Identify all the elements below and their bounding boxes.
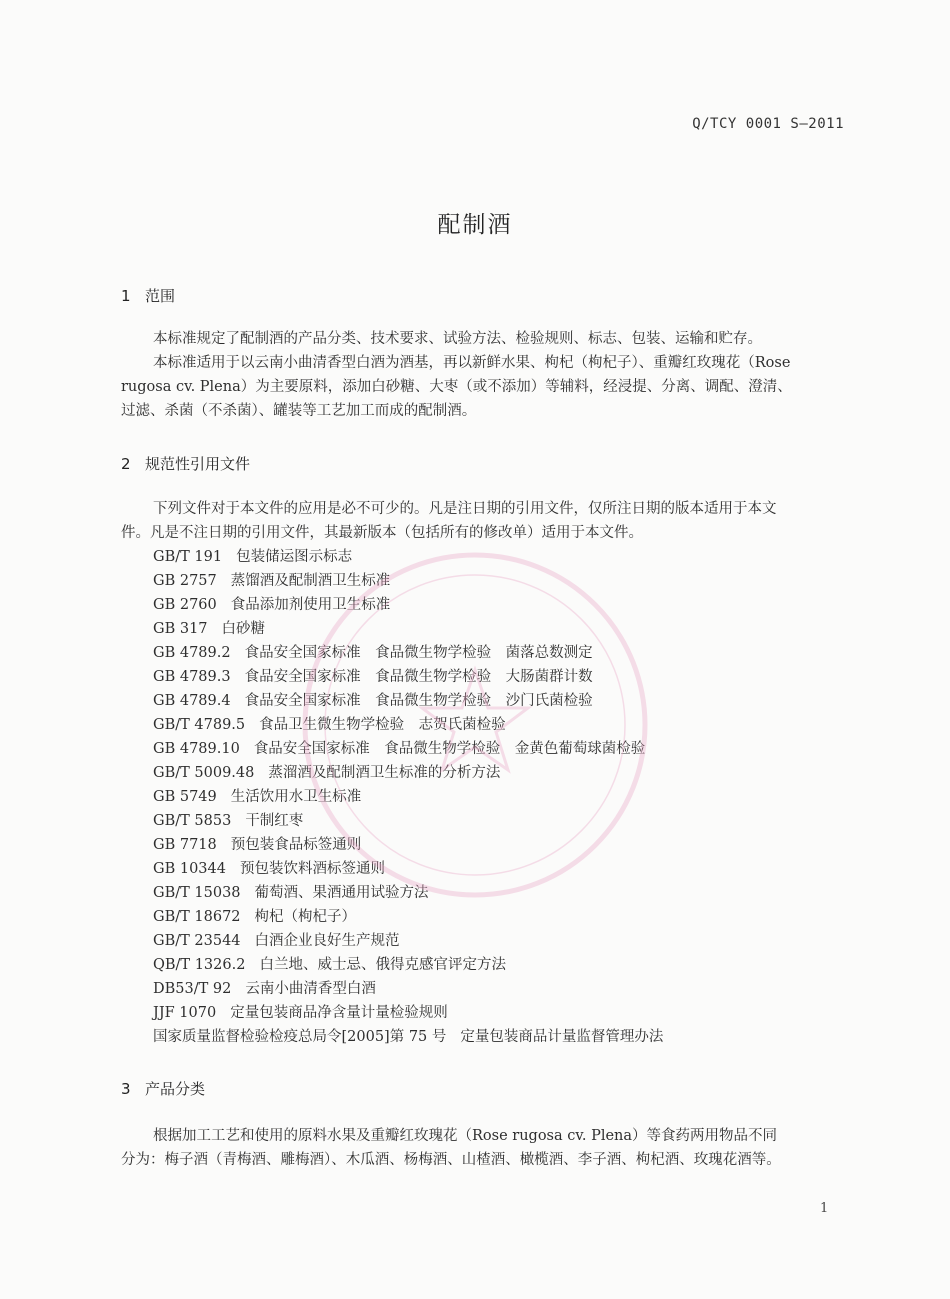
- reference-code: GB/T 5853: [153, 813, 232, 829]
- text-line: 下列文件对于本文件的应用是必不可少的。凡是注日期的引用文件，仅所注日期的版本适用于本文: [153, 501, 777, 517]
- reference-title: 食品安全国家标准 食品微生物学检验 大肠菌群计数: [244, 669, 593, 685]
- reference-item: [153, 809, 853, 833]
- section-number: 1: [121, 287, 131, 305]
- section-1-heading: [121, 285, 175, 306]
- reference-code: QB/T 1326.2: [153, 957, 246, 973]
- reference-item: [153, 1001, 853, 1025]
- section-number: 2: [121, 455, 131, 473]
- reference-item: [153, 905, 853, 929]
- reference-title: 食品添加剂使用卫生标准: [230, 597, 391, 613]
- reference-code: GB 4789.3: [153, 669, 231, 685]
- reference-item: [153, 1025, 853, 1049]
- section-title: 规范性引用文件: [145, 455, 251, 473]
- reference-item: [153, 665, 853, 689]
- section-3-body: [121, 1124, 846, 1172]
- reference-title: 食品安全国家标准 食品微生物学检验 金黄色葡萄球菌检验: [253, 741, 646, 757]
- document-code: Q/TCY 0001 S—2011: [692, 116, 844, 132]
- reference-title: 干制红枣: [245, 813, 304, 829]
- reference-code: GB 5749: [153, 789, 217, 805]
- reference-item: [153, 737, 853, 761]
- reference-title: 定量包装商品计量监督管理办法: [460, 1029, 664, 1045]
- reference-item: [153, 857, 853, 881]
- text-line: 本标准规定了配制酒的产品分类、技术要求、试验方法、检验规则、标志、包装、运输和贮存。: [153, 331, 762, 347]
- reference-code: GB 317: [153, 621, 208, 637]
- text-line: 分为：梅子酒（青梅酒、雕梅酒）、木瓜酒、杨梅酒、山楂酒、橄榄酒、李子酒、枸杞酒、玫瑰花酒等。: [121, 1152, 781, 1168]
- reference-code: GB 4789.10: [153, 741, 240, 757]
- reference-title: 白酒企业良好生产规范: [254, 933, 400, 949]
- reference-title: 包装储运图示标志: [236, 549, 353, 565]
- reference-title: 定量包装商品净含量计量检验规则: [230, 1005, 448, 1021]
- reference-title: 白砂糖: [221, 621, 266, 637]
- reference-item: [153, 833, 853, 857]
- reference-code: DB53/T 92: [153, 981, 232, 997]
- reference-title: 食品卫生微生物学检验 志贺氏菌检验: [259, 717, 506, 733]
- reference-list: [153, 545, 853, 1049]
- reference-item: [153, 545, 853, 569]
- reference-item: [153, 593, 853, 617]
- section-title: 范围: [145, 287, 176, 305]
- reference-item: [153, 617, 853, 641]
- reference-item: [153, 761, 853, 785]
- text-line: rugosa cv. Plena）为主要原料，添加白砂糖、大枣（或不添加）等辅料，经浸提、分离、调配、澄清、: [121, 379, 792, 395]
- text-line: 过滤、杀菌（不杀菌）、罐装等工艺加工而成的配制酒。: [121, 403, 477, 419]
- reference-code: GB 4789.2: [153, 645, 231, 661]
- reference-code: GB 4789.4: [153, 693, 231, 709]
- reference-code: GB/T 191: [153, 549, 223, 565]
- reference-item: [153, 569, 853, 593]
- reference-code: GB/T 23544: [153, 933, 241, 949]
- reference-title: 白兰地、威士忌、俄得克感官评定方法: [259, 957, 506, 973]
- reference-code: GB/T 18672: [153, 909, 241, 925]
- reference-code: GB/T 4789.5: [153, 717, 246, 733]
- text-line: 本标准适用于以云南小曲清香型白酒为酒基，再以新鲜水果、枸杞（枸杞子）、重瓣红玫瑰花（Rose: [153, 355, 791, 371]
- reference-item: [153, 641, 853, 665]
- reference-item: [153, 977, 853, 1001]
- reference-title: 食品安全国家标准 食品微生物学检验 沙门氏菌检验: [244, 693, 593, 709]
- reference-title: 生活饮用水卫生标准: [230, 789, 362, 805]
- reference-code: GB/T 15038: [153, 885, 241, 901]
- section-2-heading: [121, 453, 250, 474]
- reference-title: 葡萄酒、果酒通用试验方法: [254, 885, 429, 901]
- reference-item: [153, 785, 853, 809]
- reference-title: 预包装食品标签通则: [230, 837, 362, 853]
- text-line: 根据加工工艺和使用的原料水果及重瓣红玫瑰花（Rose rugosa cv. Plena）等食药两用物品不同: [153, 1128, 778, 1144]
- reference-title: 食品安全国家标准 食品微生物学检验 菌落总数测定: [244, 645, 593, 661]
- section-title: 产品分类: [145, 1080, 206, 1098]
- section-2-body: [121, 497, 846, 545]
- section-3-heading: [121, 1078, 205, 1099]
- reference-title: 枸杞（枸杞子）: [254, 909, 357, 925]
- document-title: 配制酒: [437, 212, 513, 238]
- reference-code: GB 7718: [153, 837, 217, 853]
- reference-code: JJF 1070: [153, 1005, 217, 1021]
- reference-code: GB 2757: [153, 573, 217, 589]
- reference-item: [153, 881, 853, 905]
- reference-title: 云南小曲清香型白酒: [245, 981, 376, 997]
- reference-code: GB/T 5009.48: [153, 765, 255, 781]
- page-number: 1: [820, 1201, 829, 1216]
- reference-code: GB 10344: [153, 861, 226, 877]
- reference-code: GB 2760: [153, 597, 217, 613]
- reference-item: [153, 689, 853, 713]
- reference-item: [153, 929, 853, 953]
- section-number: 3: [121, 1080, 131, 1098]
- section-1-body: [121, 327, 846, 423]
- reference-code: 国家质量监督检验检疫总局令[2005]第 75 号: [153, 1029, 447, 1045]
- reference-title: 蒸溜酒及配制酒卫生标准的分析方法: [268, 765, 501, 781]
- text-line: 件。凡是不注日期的引用文件，其最新版本（包括所有的修改单）适用于本文件。: [121, 525, 643, 541]
- reference-title: 预包装饮料酒标签通则: [239, 861, 385, 877]
- reference-title: 蒸馏酒及配制酒卫生标准: [230, 573, 391, 589]
- reference-item: [153, 953, 853, 977]
- reference-item: [153, 713, 853, 737]
